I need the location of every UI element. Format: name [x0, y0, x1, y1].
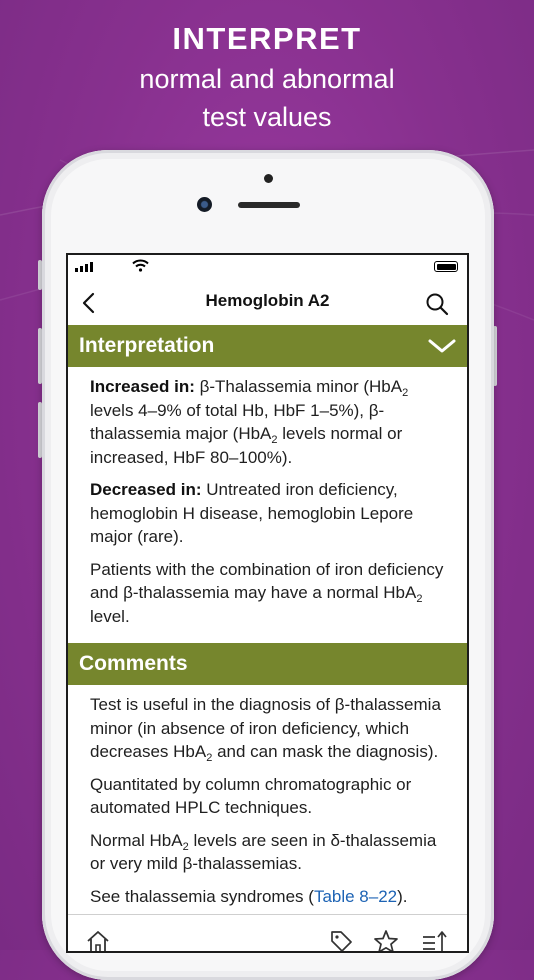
home-icon[interactable] [85, 929, 111, 953]
table-link[interactable]: Table 8–22 [313, 886, 398, 906]
increased-in-paragraph [90, 375, 445, 469]
subscript: 2 [402, 387, 409, 399]
interpretation-header-label: Interpretation [79, 334, 215, 357]
headline-title: INTERPRET [172, 21, 362, 56]
increased-text: levels 4–9% of total Hb, HbF 1–5%), β-thalassemia major (HbA [90, 400, 385, 443]
marketing-headline [0, 20, 534, 134]
comment-paragraph: Quantitated by column chromatographic or automated HPLC techniques. [90, 774, 412, 817]
comment-text: See thalassemia syndromes ( [90, 886, 314, 906]
comment-text: levels are seen in δ-thalassemia or very mild β-thalassemias. [90, 830, 437, 873]
increased-text: levels normal or increased, HbF 80–100%). [90, 424, 403, 467]
comment-text: and can mask the diagnosis). [212, 742, 439, 761]
chevron-down-icon[interactable] [428, 338, 456, 354]
comment-paragraph [90, 885, 445, 909]
signal-icon [75, 262, 95, 272]
subscript: 2 [416, 593, 423, 605]
interpretation-section-header[interactable] [68, 325, 467, 367]
comments-content [68, 685, 467, 931]
increased-text: β-Thalassemia minor (HbA [194, 377, 403, 396]
comment-paragraph [90, 829, 445, 876]
sort-icon[interactable] [420, 929, 448, 953]
comments-header-label: Comments [79, 652, 188, 675]
headline-subtitle-line1: normal and abnormal [139, 64, 395, 94]
tag-icon[interactable] [329, 929, 353, 953]
patients-text: level. [90, 606, 130, 626]
wifi-icon [132, 259, 149, 272]
decreased-in-paragraph [90, 478, 445, 549]
comment-paragraph [90, 693, 445, 764]
headline-subtitle-line2: test values [202, 102, 332, 132]
front-camera [197, 197, 212, 212]
star-icon[interactable] [373, 929, 399, 953]
patients-paragraph [90, 558, 445, 629]
status-bar [68, 255, 467, 281]
app-screen [66, 253, 469, 953]
increased-in-label: Increased in: [90, 377, 195, 396]
comments-section-header[interactable] [68, 643, 467, 685]
comment-text: Test is useful in the diagnosis of β-thalassemia minor (in absence of iron deficiency, which decreases HbA [90, 695, 441, 761]
decreased-in-label: Decreased in: [90, 480, 202, 499]
tab-bar [68, 914, 467, 953]
proximity-sensor [264, 174, 273, 183]
comment-text: ). [397, 886, 408, 906]
subscript: 2 [271, 434, 278, 446]
battery-icon [434, 261, 458, 272]
subscript: 2 [206, 752, 213, 764]
search-icon[interactable] [425, 292, 449, 316]
subscript: 2 [182, 840, 189, 853]
interpretation-content [68, 367, 467, 643]
chevron-left-icon[interactable] [78, 291, 100, 315]
comment-text: Normal HbA [90, 830, 183, 850]
earpiece-speaker [238, 202, 300, 208]
page-title: Hemoglobin A2 [205, 291, 330, 310]
nav-bar [68, 281, 467, 325]
decreased-text: Untreated iron deficiency, hemoglobin H disease, hemoglobin Lepore major (rare). [90, 480, 414, 546]
patients-text: Patients with the combination of iron deficiency and β-thalassemia may have a normal HbA [90, 559, 444, 602]
